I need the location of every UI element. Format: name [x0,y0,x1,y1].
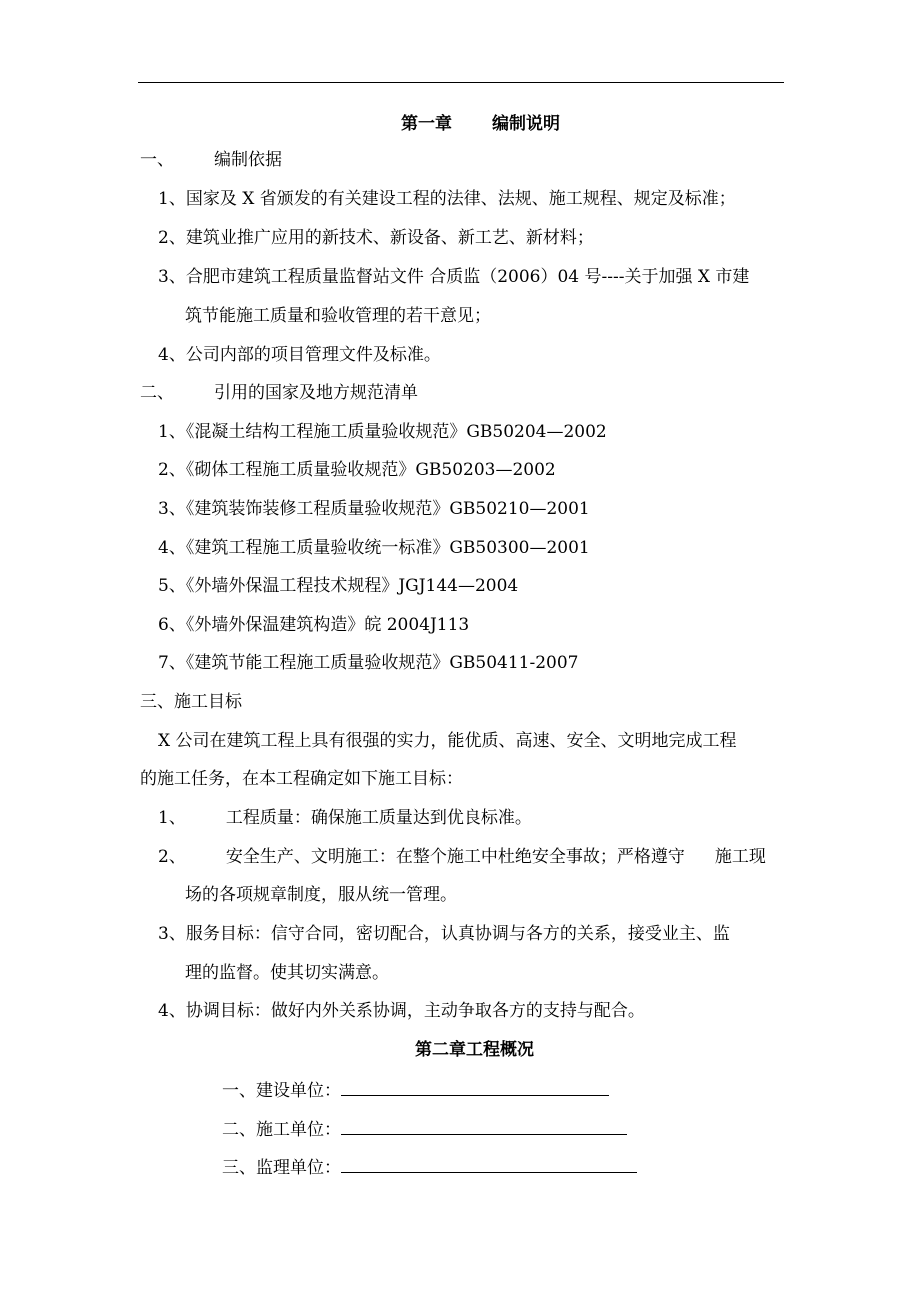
field-contractor-unit-label: 二、施工单位： [222,1120,341,1140]
goal-intro-line-1: X 公司在建筑工程上具有很强的实力，能优质、高速、安全、文明地完成工程 [158,731,737,751]
goal-1-number: 1、 [158,808,186,828]
goal-1-text: 工程质量：确保施工质量达到优良标准。 [225,808,532,828]
basis-item-3-cont: 筑节能施工质量和验收管理的若干意见； [185,306,491,326]
goal-2-text-a: 安全生产、文明施工：在整个施工中杜绝安全事故；严格遵守 [225,847,685,867]
field-supervision-unit [222,1154,637,1180]
basis-item-3: 3、合肥市建筑工程质量监督站文件 合质监（2006）04 号----关于加强 X 市建 [158,267,750,287]
section-2-heading [140,381,418,405]
basis-item-2: 2、建筑业推广应用的新技术、新设备、新工艺、新材料； [158,228,594,248]
standard-item-3: 3、《建筑装饰装修工程质量验收规范》GB50210—2001 [158,499,590,519]
field-construction-unit-blank[interactable] [341,1077,609,1096]
header-rule [138,82,784,83]
field-construction-unit-label: 一、建设单位： [222,1081,341,1101]
field-contractor-unit-blank[interactable] [341,1116,627,1135]
standard-item-4: 4、《建筑工程施工质量验收统一标准》GB50300—2001 [158,538,590,558]
field-construction-unit [222,1077,609,1103]
goal-3: 3、服务目标：信守合同，密切配合，认真协调与各方的关系，接受业主、监 [158,924,730,944]
goal-4: 4、协调目标：做好内外关系协调，主动争取各方的支持与配合。 [158,1001,645,1021]
chapter-1-title [401,112,560,136]
section-2-title: 引用的国家及地方规范清单 [214,383,418,403]
standard-item-7: 7、《建筑节能工程施工质量验收规范》GB50411-2007 [158,653,579,673]
basis-item-4: 4、公司内部的项目管理文件及标准。 [158,345,441,365]
field-supervision-unit-label: 三、监理单位： [222,1158,341,1178]
section-1-number: 一、 [140,150,174,170]
standard-item-5: 5、《外墙外保温工程技术规程》JGJ144—2004 [158,576,519,596]
section-1-title: 编制依据 [214,150,282,170]
goal-2 [158,845,766,869]
standard-item-1: 1、《混凝土结构工程施工质量验收规范》GB50204—2002 [158,422,607,442]
basis-item-1: 1、国家及 X 省颁发的有关建设工程的法律、法规、施工规程、规定及标准； [158,189,736,209]
chapter-1-name: 编制说明 [492,114,560,134]
chapter-2-title: 第二章工程概况 [415,1040,534,1060]
section-2-number: 二、 [140,383,174,403]
section-1-heading [140,148,282,172]
goal-2-text-b: 施工现 [714,847,766,867]
standard-item-2: 2、《砌体工程施工质量验收规范》GB50203—2002 [158,460,556,480]
goal-intro-line-2: 的施工任务，在本工程确定如下施工目标： [140,769,463,789]
field-supervision-unit-blank[interactable] [341,1154,637,1173]
goal-1 [158,806,532,830]
goal-2-number: 2、 [158,847,186,867]
goal-3-cont: 理的监督。使其切实满意。 [185,963,389,983]
section-3-heading: 三、施工目标 [140,692,242,712]
field-contractor-unit [222,1116,627,1142]
goal-2-cont: 场的各项规章制度，服从统一管理。 [185,885,457,905]
standard-item-6: 6、《外墙外保温建筑构造》皖 2004J113 [158,615,470,635]
chapter-1-number: 第一章 [401,114,452,134]
